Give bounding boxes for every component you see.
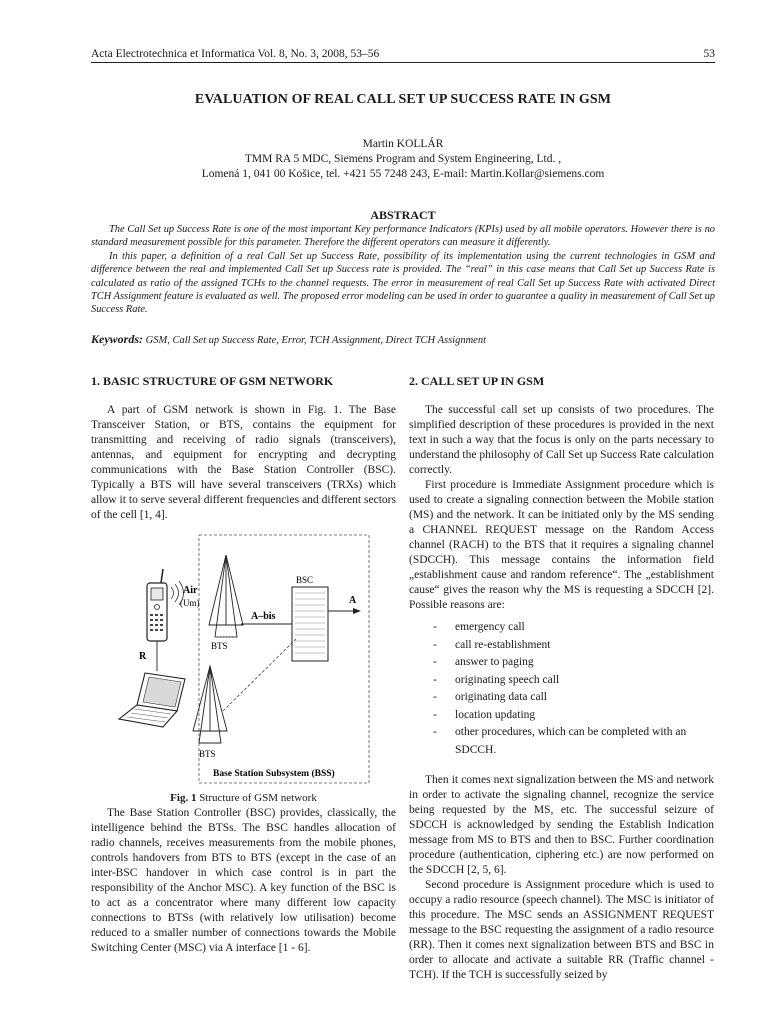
author-name: Martin KOLLÁR xyxy=(362,138,444,150)
mobile-phone-icon xyxy=(147,569,167,641)
label-bts-2: BTS xyxy=(199,749,216,759)
keywords-text: GSM, Call Set up Success Rate, Error, TCH Assignment, Direct TCH Assignment xyxy=(145,335,486,346)
section-2-paragraph-3: Then it comes next signalization between the MS and network in order to activate the signaling channel, recognize the service being requested by the MS, etc. The successful seizure of SDCCH is acknowledged by sending the Establish Indication message from MS to BTS and then to BSC. Further coordination procedure (authentication, ciphering etc.) are now performed on the SDCCH [2, 5, 6]. xyxy=(409,774,714,876)
bts2-bsc-link xyxy=(223,639,296,711)
page-number: 53 xyxy=(703,48,715,60)
paper-title: EVALUATION OF REAL CALL SET UP SUCCESS RATE IN GSM xyxy=(194,92,612,107)
label-bsc: BSC xyxy=(296,575,314,585)
label-r: R xyxy=(139,651,147,662)
right-column xyxy=(409,374,714,983)
header-rule xyxy=(91,62,715,63)
bts-tower-icon xyxy=(209,555,243,637)
list-item: - location updating xyxy=(409,707,714,725)
section-2-heading: 2. CALL SET UP IN GSM xyxy=(409,374,545,388)
list-item: - emergency call xyxy=(409,619,714,637)
section-1-paragraph-1: A part of GSM network is shown in Fig. 1. The Base Transceiver Station, or BTS, contains the equipment for transmitting and receiving of radio signals (transceivers), antennas, and equipment for encrypting and decrypting communications with the Base Station Controller (BSC). Typically a BTS will have several transceivers (TRXs) which allow it to serve several different frequencies and different sectors of the cell [1, 4]. xyxy=(91,404,396,521)
establishment-reasons-list xyxy=(409,619,714,759)
figure-1-caption-text: Structure of GSM network xyxy=(199,792,317,804)
section-2-paragraph-2: First procedure is Immediate Assignment procedure which is used to create a signaling connection between the Mobile station (MS) and the network. It can be initiated only by the MS sending a CHANNEL REQUEST message on the Random Access channel (RACH) to the BTS that it requires a signaling channel (SDCCH). This message contains the information field „establishment cause and random reference“. The „establishment cause“ gives the reason why the MS is requesting a SDCCH [2]. Possible reasons are: xyxy=(409,479,714,611)
abstract-body xyxy=(91,223,715,317)
label-bts-1: BTS xyxy=(211,641,228,651)
arrow-right-icon xyxy=(353,608,361,614)
bts-tower-icon xyxy=(193,666,227,743)
abstract-heading: ABSTRACT xyxy=(370,208,436,222)
label-a-bis: A–bis xyxy=(251,611,276,622)
section-1-heading: 1. BASIC STRUCTURE OF GSM NETWORK xyxy=(91,374,334,388)
keywords-label: Keywords: xyxy=(91,332,143,346)
list-item: - originating speech call xyxy=(409,672,714,690)
section-2-paragraph-4: Second procedure is Assignment procedure which is used to occupy a radio resource (speech channel). The MSC is initiator of this procedure. The MSC sends an ASSIGNMENT REQUEST message to the BSC requesting the assignment of a radio resource (RR). Then it comes next signalization between BTS and BSC in order to allocate and activate a suitable RR (Traffic channel - TCH). If the TCH is successfully seized by xyxy=(409,879,714,981)
abstract-paragraph: In this paper, a definition of a real Call Set up Success Rate, possibility of its implementation using the current technologies in GSM and difference between the real and implemented Call Set up Success rate is provided. The “real” in this case means that Call Set up Success Rate is calculated as ratio of the assigned TCHs to the channel requests. The error in measurement of real Call Set up Success Rate with activated Direct TCH Assignment feature is evaluated as well. The proposed error modeling can be used in order to guarantee a quality in measurement of Call Set up Success Rate. xyxy=(91,250,715,316)
figure-1 xyxy=(91,531,396,791)
running-header xyxy=(91,44,715,60)
list-item: - call re-establishment xyxy=(409,637,714,655)
figure-1-caption xyxy=(91,791,396,806)
list-item: - answer to paging xyxy=(409,654,714,672)
section-1-paragraph-2: The Base Station Controller (BSC) provides, classically, the intelligence behind the BTSs. The BSC handles allocation of radio channels, receives measurements from the mobile phones, controls handovers from BTS to BTS (except in the case of an inter-BSC handover in which case control is in part the responsibility of the Anchor MSC). A key function of the BSC is to act as a concentrator where many different low capacity connections to BTSs (with relatively low utilisation) become reduced to a smaller number of connections towards the Mobile Switching Center (MSC) via A interface [1 - 6]. xyxy=(91,807,396,954)
abstract-paragraph: The Call Set up Success Rate is one of the most important Key performance Indicators (KPIs) used by all mobile operators. However there is no standard measurement possible for this parameter. Therefore the different operators can measure it differently. xyxy=(91,224,715,249)
laptop-icon xyxy=(119,673,185,727)
label-a: A xyxy=(349,595,357,606)
figure-1-caption-label: Fig. 1 xyxy=(170,792,197,804)
bsc-box xyxy=(292,587,328,661)
journal-citation: Acta Electrotechnica et Informatica Vol. 8, No. 3, 2008, 53–56 xyxy=(91,48,380,60)
author-block xyxy=(91,137,715,182)
bss-boundary xyxy=(199,535,369,783)
left-column xyxy=(91,374,396,956)
section-2-paragraph-1: The successful call set up consists of two procedures. The simplified description of these procedures is provided in the next text in such a way that the focus is only on the parts necessary to understand the philosophy of Call Set up Success Rate calculation correctly. xyxy=(409,404,714,476)
gsm-network-diagram xyxy=(91,531,396,791)
list-item: - other procedures, which can be completed with an SDCCH. xyxy=(409,724,714,759)
keywords-line xyxy=(91,332,715,347)
list-item: - originating data call xyxy=(409,689,714,707)
label-um: (Um) xyxy=(180,598,200,608)
label-air: Air xyxy=(183,585,198,596)
author-affiliation: TMM RA 5 MDC, Siemens Program and System Engineering, Ltd. , xyxy=(244,153,562,165)
author-address: Lomená 1, 041 00 Košice, tel. +421 55 7248 243, E-mail: Martin.Kollar@siemens.com xyxy=(201,168,605,180)
label-bss: Base Station Subsystem (BSS) xyxy=(213,769,335,779)
